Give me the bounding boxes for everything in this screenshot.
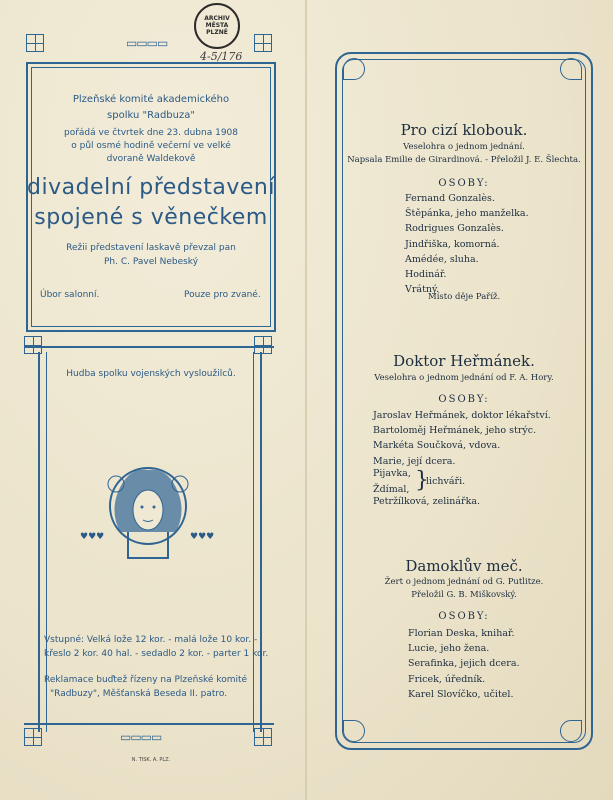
invite-only: Pouze pro zvané.	[184, 290, 261, 300]
play1-osoby: OSOBY:	[438, 178, 490, 189]
chain-ornament-icon: ▭▭▭▭	[126, 36, 168, 50]
committee-line-1: Plzeňské komité akademického	[72, 94, 230, 105]
brace-icon: }	[415, 468, 429, 493]
cast-member: Karel Slovíčko, učitel.	[408, 688, 514, 700]
corner-ornament-icon	[560, 720, 582, 742]
cast-member: Lucie, jeho žena.	[408, 643, 490, 655]
cast-member: Serafinka, jejich dcera.	[408, 658, 520, 670]
usurer-a: Pijavka,	[373, 468, 411, 479]
play2-title: Doktor Heřmánek.	[393, 352, 535, 370]
corner-ornament-icon	[343, 58, 365, 80]
play3-title: Damoklův meč.	[405, 557, 523, 575]
archive-signature: 4-5/176	[200, 50, 243, 63]
cast-member: Jindřiška, komorná.	[405, 238, 500, 250]
play1-subtitle: Veselohra o jednom jednání.	[403, 142, 525, 152]
play2-cast	[373, 408, 551, 469]
page-fold	[305, 0, 307, 800]
ornament-icon	[254, 728, 272, 746]
ornament-icon	[24, 728, 42, 746]
claims-line-1: Reklamace buďtež řízeny na Plzeňské komité	[44, 675, 248, 685]
title-line-2: spojené s věnečkem	[34, 205, 268, 230]
cast-member: Marie, její dcera.	[373, 455, 456, 467]
cast-member: Florian Deska, knihař.	[408, 628, 515, 639]
cast-member: Fernand Gonzalès.	[405, 193, 495, 204]
play3-cast	[408, 626, 520, 702]
play3-translator: Přeložil G. B. Miškovský.	[411, 590, 517, 600]
play1-title: Pro cizí klobouk.	[400, 121, 528, 139]
cast-member: Amédée, sluha.	[405, 253, 479, 265]
cast-member: Jaroslav Heřmánek, doktor lékařství.	[373, 410, 551, 421]
cast-member: Hodinář.	[405, 269, 447, 281]
chain-ornament-icon: ▭▭▭▭	[120, 730, 162, 744]
claims-line-2: "Radbuzy", Měšťanská Beseda II. patro.	[50, 689, 228, 699]
cast-member: Fricek, úředník.	[408, 673, 486, 685]
play1-cast	[405, 191, 529, 297]
cast-member: Rodrigues Gonzalès.	[405, 223, 504, 235]
cast-member: Štěpánka, jeho manželka.	[405, 208, 529, 220]
play3-osoby: OSOBY:	[438, 611, 490, 622]
heart-trio-icon: ♥♥♥	[80, 532, 105, 542]
music-credit: Hudba spolku vojenských vysloužilců.	[66, 369, 236, 379]
frame-rule	[24, 346, 274, 348]
stamp-text: ARCHIV MĚSTA PLZNĚ	[204, 15, 230, 36]
archive-stamp-icon	[194, 3, 240, 49]
corner-ornament-icon	[343, 720, 365, 742]
play2-subtitle: Veselohra o jednom jednání od F. A. Hory.	[374, 373, 554, 383]
woman-portrait-icon	[98, 462, 198, 562]
director-line-2: Ph. C. Pavel Nebeský	[103, 257, 199, 267]
ornament-icon	[254, 34, 272, 52]
play3-subtitle: Žert o jednom jednání od G. Putlitze.	[384, 577, 544, 587]
usurer-b: Ždímal,	[373, 484, 410, 495]
corner-ornament-icon	[560, 58, 582, 80]
play2-osoby: OSOBY:	[438, 394, 490, 405]
prices-line-2: křeslo 2 kor. 40 hal. - sedadlo 2 kor. - parter 1 kor.	[44, 649, 269, 659]
cast-member: Vrátný.	[405, 284, 440, 296]
printer-mark: N. TISK. A. PLZ.	[131, 757, 171, 763]
committee-line-2: spolku "Radbuza"	[107, 110, 195, 121]
dress-code: Úbor salonní.	[40, 290, 100, 300]
cast-member: Bartoloměj Heřmánek, jeho strýc.	[373, 425, 537, 437]
play1-author: Napsala Emilie de Girardinová. - Přeložil J. E. Šlechta.	[347, 155, 581, 165]
heart-trio-icon: ♥♥♥	[190, 532, 215, 542]
prices-line-1: Vstupné: Velká lože 12 kor. - malá lože 10 kor. -	[44, 635, 258, 645]
frame-rule	[24, 723, 274, 725]
play1-place: Místo děje Paříž.	[428, 292, 501, 302]
cast-member: Petržílková, zelinářka.	[373, 496, 481, 507]
event-date: pořádá ve čtvrtek dne 23. dubna 1908	[64, 128, 238, 138]
cast-member: Markéta Součková, vdova.	[373, 440, 501, 452]
event-venue: dvoraně Waldekově	[106, 154, 196, 164]
event-time: o půl osmé hodině večerní ve velké	[71, 141, 231, 151]
ornament-icon	[26, 34, 44, 52]
usurers-label: lichváři.	[426, 476, 466, 487]
director-line-1: Režii představení laskavě převzal pan	[66, 243, 236, 253]
title-line-1: divadelní představení	[27, 175, 275, 200]
